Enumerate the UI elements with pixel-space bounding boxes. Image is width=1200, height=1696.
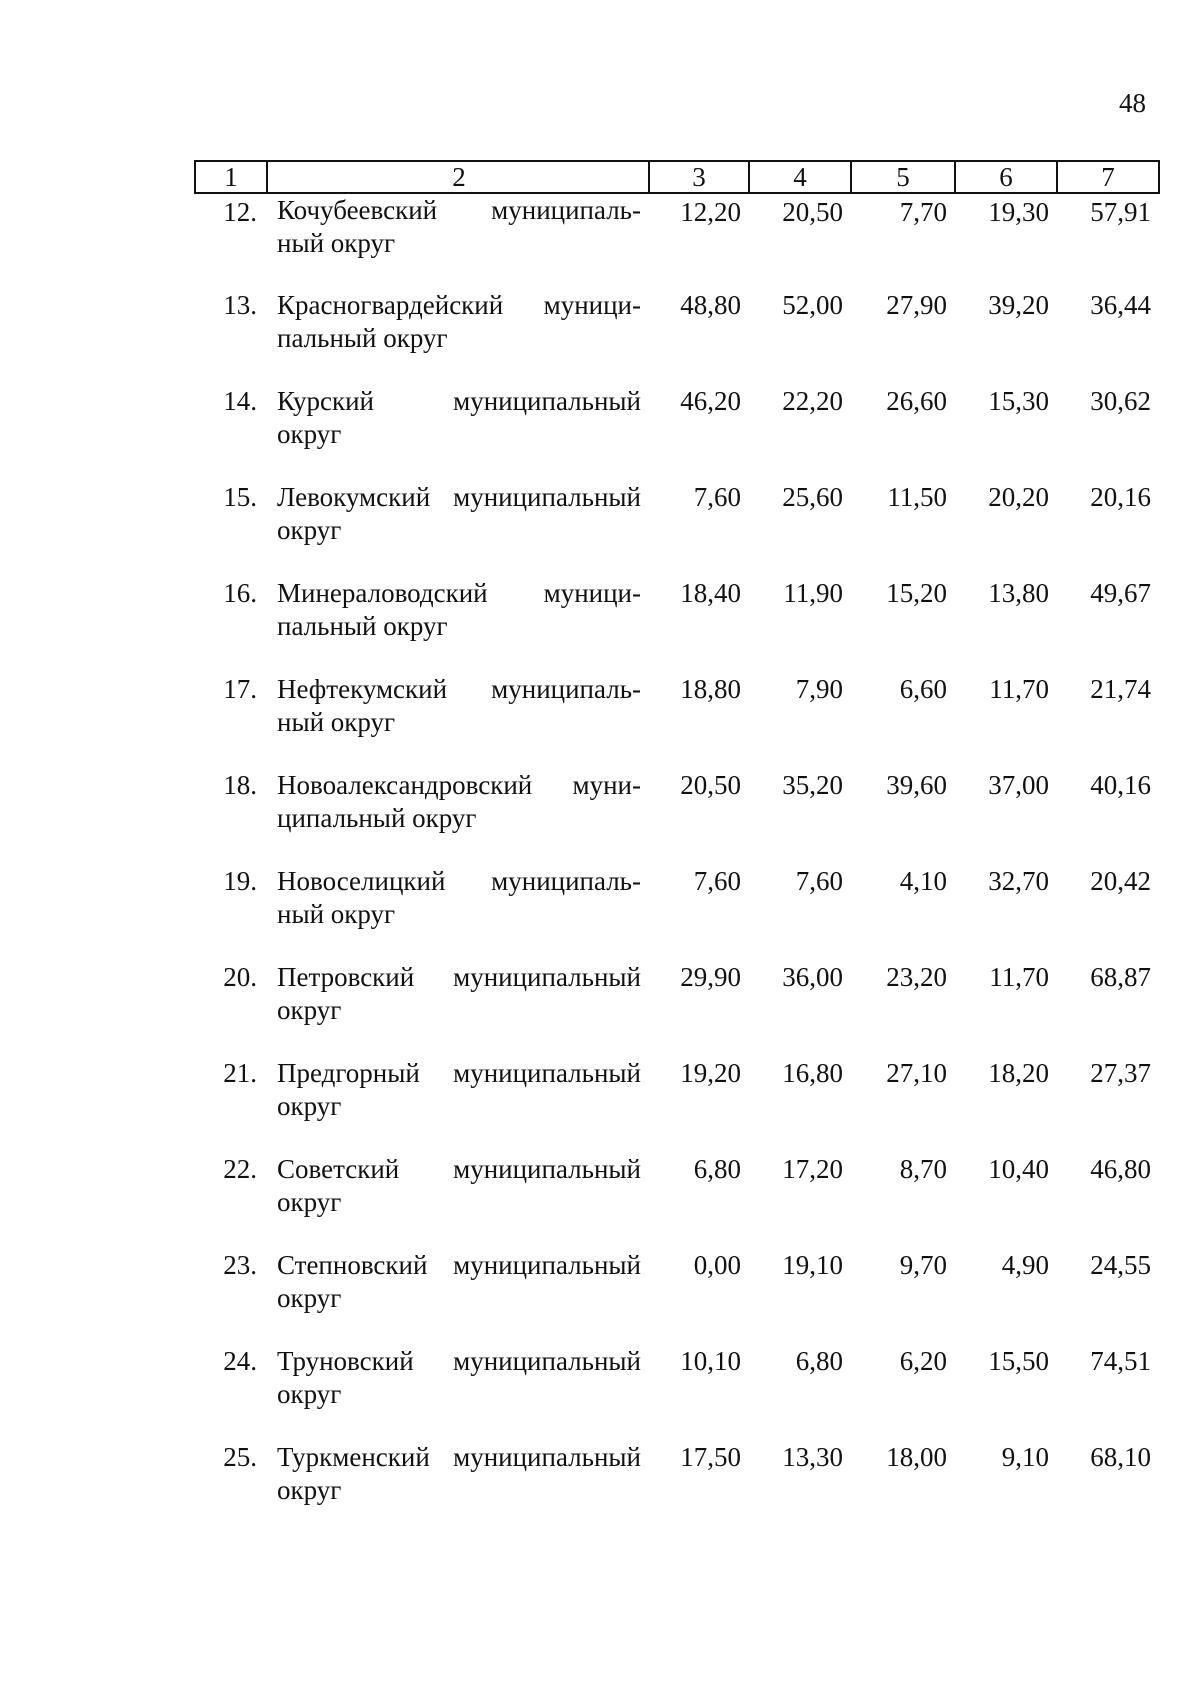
- value-col-3: 29,90: [680, 962, 741, 992]
- value-col-5: 8,70: [899, 1154, 947, 1184]
- row-number: 15.: [223, 482, 257, 512]
- value-col-3: 18,40: [680, 578, 741, 608]
- district-name: Петровский муниципальный округ: [277, 962, 641, 1025]
- value-col-4: 13,30: [782, 1442, 843, 1472]
- value-col-7: 49,67: [1090, 578, 1151, 608]
- value-col-4: 7,90: [795, 674, 843, 704]
- header-col-4: 4: [749, 161, 851, 193]
- value-col-4: 17,20: [782, 1154, 843, 1184]
- row-number: 23.: [223, 1250, 257, 1280]
- value-col-4: 22,20: [782, 386, 843, 416]
- district-name: Туркменский муниципальный округ: [277, 1442, 641, 1505]
- value-col-7: 40,16: [1090, 770, 1151, 800]
- value-col-7: 21,74: [1090, 674, 1151, 704]
- value-col-6: 11,70: [989, 962, 1049, 992]
- district-name: Степновский муниципальный округ: [277, 1250, 641, 1313]
- row-number: 12.: [223, 197, 257, 227]
- page-number: 48: [1119, 88, 1146, 118]
- row-number: 14.: [223, 386, 257, 416]
- value-col-5: 23,20: [886, 962, 947, 992]
- value-col-4: 19,10: [782, 1250, 843, 1280]
- table-header-row: [195, 161, 1159, 193]
- header-col-1: 1: [195, 161, 267, 193]
- header-col-7: 7: [1057, 161, 1159, 193]
- value-col-7: 27,37: [1090, 1058, 1151, 1088]
- value-col-5: 15,20: [886, 578, 947, 608]
- district-name: Кочубеевский муниципаль- ный округ: [277, 195, 641, 258]
- table-row: [195, 289, 1159, 385]
- table-row: [195, 1249, 1159, 1345]
- value-col-3: 12,20: [680, 197, 741, 227]
- value-col-5: 27,90: [886, 290, 947, 320]
- value-col-7: 46,80: [1090, 1154, 1151, 1184]
- district-name: Новоалександровский муни- ципальный округ: [277, 770, 641, 833]
- table-row: [195, 1441, 1159, 1537]
- value-col-7: 68,87: [1090, 962, 1151, 992]
- value-col-5: 7,70: [899, 197, 947, 227]
- row-number: 25.: [223, 1442, 257, 1472]
- row-number: 16.: [223, 578, 257, 608]
- value-col-4: 36,00: [782, 962, 843, 992]
- value-col-7: 57,91: [1090, 197, 1151, 227]
- value-col-3: 48,80: [680, 290, 741, 320]
- value-col-6: 9,10: [1001, 1442, 1049, 1472]
- row-number: 19.: [223, 866, 257, 896]
- value-col-5: 27,10: [886, 1058, 947, 1088]
- value-col-3: 0,00: [693, 1250, 741, 1280]
- value-col-3: 17,50: [680, 1442, 741, 1472]
- district-name: Новоселицкий муниципаль- ный округ: [277, 866, 641, 929]
- value-col-5: 18,00: [886, 1442, 947, 1472]
- value-col-6: 39,20: [988, 290, 1049, 320]
- value-col-7: 20,42: [1090, 866, 1151, 896]
- row-number: 13.: [223, 290, 257, 320]
- district-name: Предгорный муниципальный округ: [277, 1058, 641, 1121]
- table-row: [195, 385, 1159, 481]
- value-col-5: 6,20: [899, 1346, 947, 1376]
- row-number: 17.: [223, 674, 257, 704]
- table-body: [195, 193, 1159, 1537]
- value-col-5: 6,60: [899, 674, 947, 704]
- value-col-3: 19,20: [680, 1058, 741, 1088]
- value-col-4: 7,60: [795, 866, 843, 896]
- district-name: Курский муниципальный округ: [277, 386, 641, 449]
- table-row: [195, 865, 1159, 961]
- value-col-6: 11,70: [989, 674, 1049, 704]
- table-row: [195, 673, 1159, 769]
- value-col-7: 24,55: [1090, 1250, 1151, 1280]
- value-col-3: 7,60: [693, 482, 741, 512]
- value-col-6: 15,50: [988, 1346, 1049, 1376]
- table-row: [195, 577, 1159, 673]
- value-col-6: 4,90: [1001, 1250, 1049, 1280]
- value-col-6: 10,40: [988, 1154, 1049, 1184]
- header-col-5: 5: [851, 161, 955, 193]
- table-row: [195, 481, 1159, 577]
- value-col-7: 20,16: [1090, 482, 1151, 512]
- header-col-3: 3: [649, 161, 749, 193]
- value-col-6: 32,70: [988, 866, 1049, 896]
- value-col-4: 6,80: [795, 1346, 843, 1376]
- district-name: Левокумский муниципальный округ: [277, 482, 641, 545]
- row-number: 21.: [223, 1058, 257, 1088]
- row-number: 22.: [223, 1154, 257, 1184]
- table-row: [195, 961, 1159, 1057]
- value-col-4: 20,50: [782, 197, 843, 227]
- header-col-6: 6: [955, 161, 1057, 193]
- value-col-4: 11,90: [783, 578, 843, 608]
- value-col-5: 9,70: [899, 1250, 947, 1280]
- value-col-4: 16,80: [782, 1058, 843, 1088]
- value-col-3: 20,50: [680, 770, 741, 800]
- value-col-3: 46,20: [680, 386, 741, 416]
- value-col-5: 39,60: [886, 770, 947, 800]
- value-col-3: 7,60: [693, 866, 741, 896]
- value-col-4: 52,00: [782, 290, 843, 320]
- district-name: Советский муниципальный округ: [277, 1154, 641, 1217]
- header-col-2: 2: [267, 161, 649, 193]
- value-col-5: 26,60: [886, 386, 947, 416]
- district-name: Красногвардейский муници- пальный округ: [277, 290, 641, 353]
- table-row: [195, 769, 1159, 865]
- district-name: Нефтекумский муниципаль- ный округ: [277, 674, 641, 737]
- value-col-6: 20,20: [988, 482, 1049, 512]
- value-col-7: 30,62: [1090, 386, 1151, 416]
- value-col-7: 68,10: [1090, 1442, 1151, 1472]
- district-name: Труновский муниципальный округ: [277, 1346, 641, 1409]
- row-number: 18.: [223, 770, 257, 800]
- value-col-4: 25,60: [782, 482, 843, 512]
- value-col-7: 74,51: [1090, 1346, 1151, 1376]
- row-number: 20.: [223, 962, 257, 992]
- value-col-6: 37,00: [988, 770, 1049, 800]
- value-col-3: 10,10: [680, 1346, 741, 1376]
- row-number: 24.: [223, 1346, 257, 1376]
- value-col-3: 18,80: [680, 674, 741, 704]
- value-col-6: 13,80: [988, 578, 1049, 608]
- value-col-3: 6,80: [693, 1154, 741, 1184]
- value-col-4: 35,20: [782, 770, 843, 800]
- data-table: [194, 160, 1160, 1537]
- value-col-6: 19,30: [988, 197, 1049, 227]
- value-col-6: 18,20: [988, 1058, 1049, 1088]
- value-col-5: 4,10: [899, 866, 947, 896]
- table-row: [195, 1153, 1159, 1249]
- value-col-5: 11,50: [887, 482, 947, 512]
- value-col-6: 15,30: [988, 386, 1049, 416]
- table-row: [195, 1345, 1159, 1441]
- value-col-7: 36,44: [1090, 290, 1151, 320]
- table-row: [195, 1057, 1159, 1153]
- district-name: Минераловодский муници- пальный округ: [277, 578, 641, 641]
- table-row: [195, 193, 1159, 289]
